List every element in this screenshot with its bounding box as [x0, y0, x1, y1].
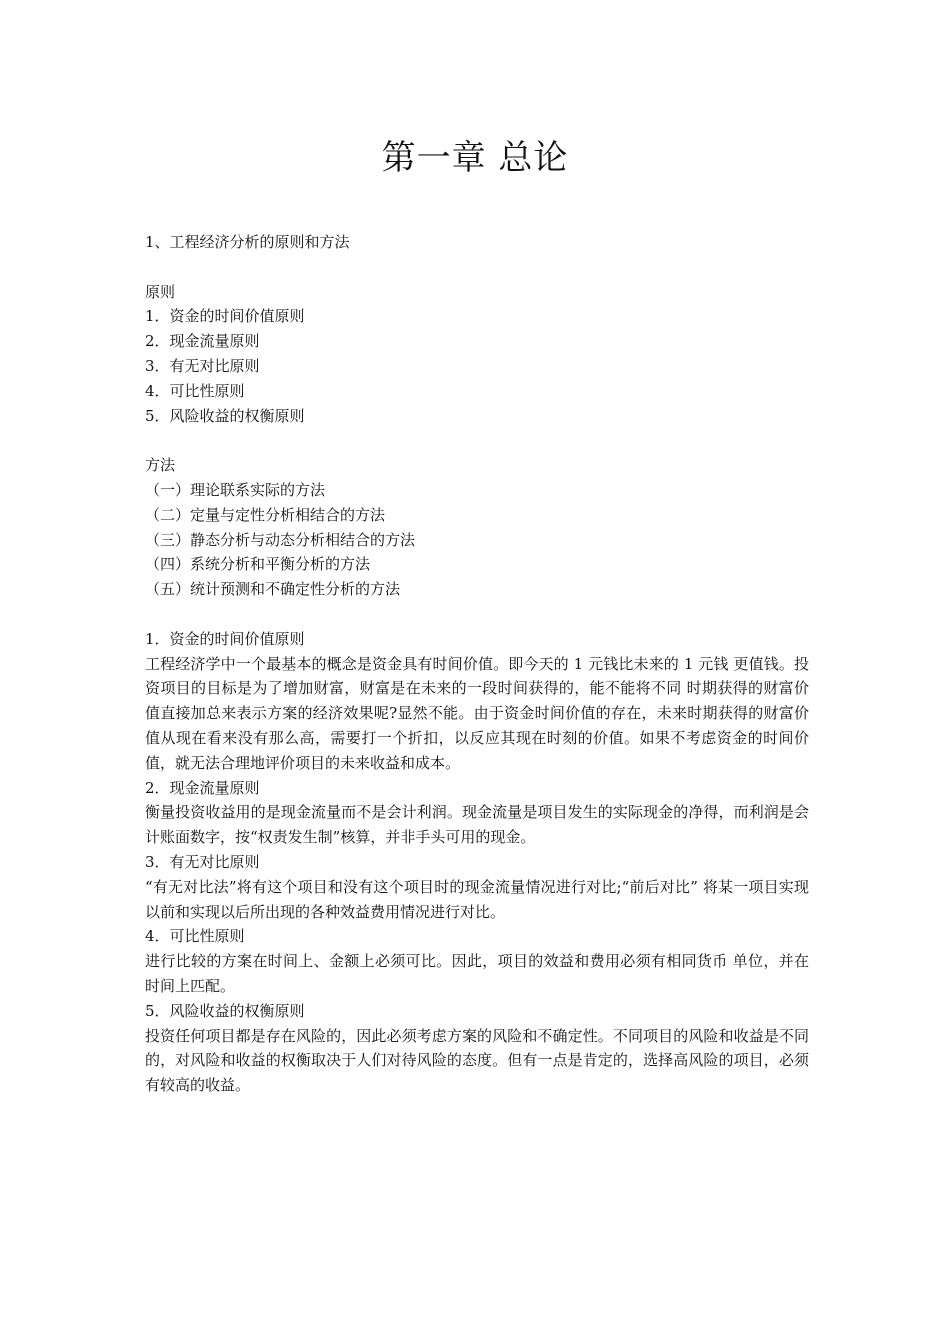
detail-paragraph: 投资任何项目都是存在风险的，因此必须考虑方案的风险和不确定性。不同项目的风险和收益是不同的，对风险和收益的权衡取决于人们对待风险的态度。但有一点是肯定的，选择高风险的项目，必须有较高的收益。	[145, 1026, 809, 1095]
detail-heading: 2．现金流量原则	[145, 778, 260, 797]
method-item: （四）系统分析和平衡分析的方法	[145, 555, 371, 574]
detail-heading: 1．资金的时间价值原则	[145, 629, 305, 648]
section-heading: 1、工程经济分析的原则和方法	[145, 233, 350, 251]
method-item: （二）定量与定性分析相结合的方法	[145, 505, 386, 524]
principle-item: 1．资金的时间价值原则	[145, 307, 305, 326]
principle-item: 5．风险收益的权衡原则	[145, 406, 305, 425]
principle-item: 2．现金流量原则	[145, 332, 260, 351]
detail-heading: 4．可比性原则	[145, 927, 245, 946]
chapter-title: 第一章 总论	[381, 138, 569, 178]
detail-paragraph: 工程经济学中一个最基本的概念是资金具有时间价值。即今天的 1 元钱比未来的 1 元钱 更值钱。投资项目的目标是为了增加财富，财富是在未来的一段时间获得的，能不能将不同 时期获得的财富价值直接加总来表示方案的经济效果呢?显然不能。由于资金时间价值的存在，未来时期获得的财富价值从现在看来没有那么高，需要打一个折扣，以反应其现在时刻的价值。如果不考虑资金的时间价值，就无法合理地评价项目的未来收益和成本。	[145, 654, 809, 772]
spacer	[145, 428, 809, 453]
method-item: （五）统计预测和不确定性分析的方法	[145, 580, 401, 599]
principles-heading: 原则	[145, 282, 176, 301]
spacer	[145, 602, 809, 627]
method-item: （三）静态分析与动态分析相结合的方法	[145, 530, 416, 549]
detail-paragraph: 衡量投资收益用的是现金流量而不是会计利润。现金流量是项目发生的实际现金的净得，而利润是会计账面数字，按“权责发生制”核算，并非手头可用的现金。	[145, 803, 809, 847]
principle-item: 4．可比性原则	[145, 381, 245, 400]
spacer	[145, 255, 809, 280]
detail-heading: 5．风险收益的权衡原则	[145, 1001, 305, 1020]
method-item: （一）理论联系实际的方法	[145, 480, 326, 499]
detail-heading: 3．有无对比原则	[145, 852, 260, 871]
methods-heading: 方法	[145, 456, 176, 475]
detail-paragraph: “有无对比法”将有这个项目和没有这个项目时的现金流量情况进行对比;“前后对比” 将某一项目实现以前和实现以后所出现的各种效益费用情况进行对比。	[145, 877, 809, 921]
document-body	[145, 230, 809, 1098]
detail-paragraph: 进行比较的方案在时间上、金额上必须可比。因此，项目的效益和费用必须有相同货币 单位，并在时间上匹配。	[145, 952, 809, 995]
principle-item: 3．有无对比原则	[145, 356, 260, 375]
